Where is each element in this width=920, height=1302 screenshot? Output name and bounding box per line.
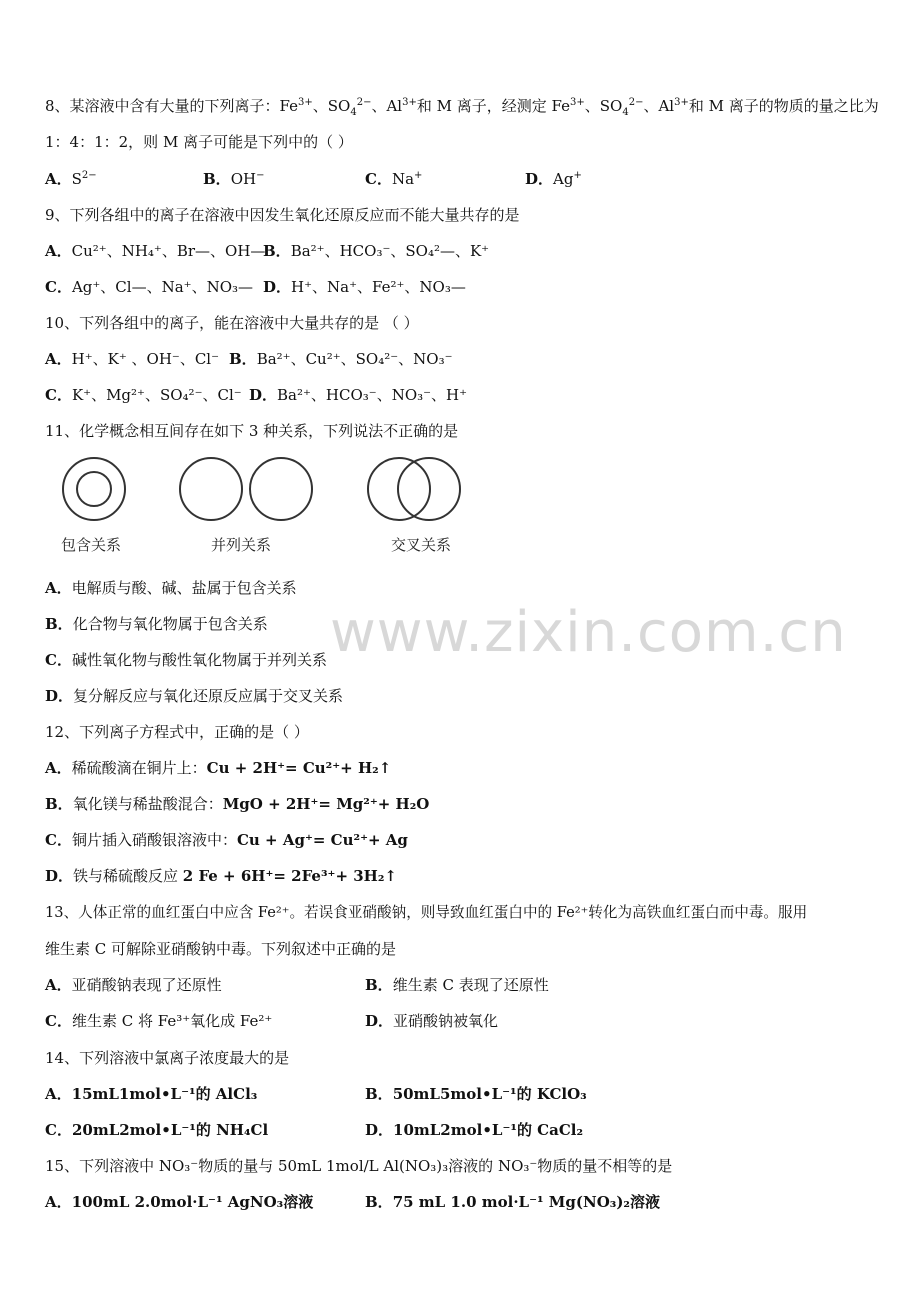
- q11-option-d[interactable]: D．复分解反应与氧化还原反应属于交叉关系: [45, 687, 344, 705]
- q12-option-a[interactable]: A．稀硫酸滴在铜片上：Cu + 2H⁺= Cu²⁺+ H₂↑: [45, 759, 392, 777]
- caption-parallel: 并列关系: [211, 536, 272, 554]
- q13-option-d[interactable]: D．亚硝酸钠被氧化: [365, 1012, 499, 1030]
- q14-option-c[interactable]: C．20mL2mol•L⁻¹的 NH₄Cl: [45, 1121, 269, 1139]
- q10-option-c[interactable]: C．K⁺、Mg²⁺、SO₄²⁻、Cl⁻: [45, 386, 242, 404]
- q8-option-a[interactable]: A．$S^{2-}$: [45, 170, 97, 188]
- q15-stem: 15、下列溶液中 NO₃⁻物质的量与 50mL 1mol/L Al(NO₃)₃溶液的 NO₃⁻物质的量不相等的是: [45, 1157, 673, 1175]
- q8-option-b[interactable]: B．OH−: [203, 170, 265, 188]
- q13-option-a[interactable]: A．亚硝酸钠表现了还原性: [45, 976, 222, 994]
- q8-option-d[interactable]: D．Ag+: [525, 170, 582, 188]
- inclusion-circles: [63, 458, 125, 520]
- q9-option-b[interactable]: B．Ba²⁺、HCO₃⁻、SO₄²—、K⁺: [263, 242, 490, 260]
- q12-option-d[interactable]: D．铁与稀硫酸反应 2 Fe + 6H⁺= 2Fe³⁺+ 3H₂↑: [45, 867, 397, 885]
- intersection-circles: [368, 458, 460, 520]
- q14-option-d[interactable]: D．10mL2mol•L⁻¹的 CaCl₂: [365, 1121, 584, 1139]
- q11-option-b[interactable]: B．化合物与氧化物属于包含关系: [45, 615, 268, 633]
- parallel-circles: [180, 458, 312, 520]
- q8-option-c[interactable]: C．Na+: [365, 170, 423, 188]
- q9-stem: 9、下列各组中的离子在溶液中因发生氧化还原反应而不能大量共存的是: [45, 206, 520, 224]
- caption-inclusion: 包含关系: [61, 536, 122, 554]
- q14-stem: 14、下列溶液中氯离子浓度最大的是: [45, 1049, 290, 1067]
- q8-stem-line2: 1：4：1：2，则 M 离子可能是下列中的（ ）: [45, 133, 353, 151]
- q13-stem-line2: 维生素 C 可解除亚硝酸钠中毒。下列叙述中正确的是: [45, 940, 397, 958]
- q10-option-d[interactable]: D．Ba²⁺、HCO₃⁻、NO₃⁻、H⁺: [249, 386, 468, 404]
- q13-stem-line1: 13、人体正常的血红蛋白中应含 Fe²⁺。若误食亚硝酸钠，则导致血红蛋白中的 Fe²⁺转化为高铁血红蛋白而中毒。服用: [45, 904, 808, 921]
- relationship-circles: [45, 450, 505, 530]
- q13-option-c[interactable]: C．维生素 C 将 Fe³⁺氧化成 Fe²⁺: [45, 1012, 273, 1030]
- q10-option-b[interactable]: B．Ba²⁺、Cu²⁺、SO₄²⁻、NO₃⁻: [229, 350, 453, 368]
- q11-stem: 11、化学概念相互间存在如下 3 种关系，下列说法不正确的是: [45, 422, 459, 440]
- caption-intersection: 交叉关系: [391, 536, 452, 554]
- q12-stem: 12、下列离子方程式中，正确的是（ ）: [45, 723, 309, 741]
- q12-option-b[interactable]: B．氧化镁与稀盐酸混合：MgO + 2H⁺= Mg²⁺+ H₂O: [45, 795, 430, 813]
- q11-option-c[interactable]: C．碱性氧化物与酸性氧化物属于并列关系: [45, 651, 327, 669]
- q9-option-a[interactable]: A．Cu²⁺、NH₄⁺、Br—、OH—: [45, 242, 266, 260]
- q9-option-d[interactable]: D．H⁺、Na⁺、Fe²⁺、NO₃—: [263, 278, 466, 296]
- relationship-diagram: [45, 450, 505, 560]
- q10-option-a[interactable]: A．H⁺、K⁺ 、OH⁻、Cl⁻: [45, 350, 220, 368]
- q14-option-b[interactable]: B．50mL5mol•L⁻¹的 KClO₃: [365, 1085, 587, 1103]
- watermark: www.zixin.com.cn: [330, 600, 847, 665]
- q10-stem: 10、下列各组中的离子，能在溶液中大量共存的是 （ ）: [45, 314, 419, 332]
- q15-option-b[interactable]: B．75 mL 1.0 mol·L⁻¹ Mg(NO₃)₂溶液: [365, 1193, 660, 1211]
- q13-option-b[interactable]: B．维生素 C 表现了还原性: [365, 976, 549, 994]
- q8-stem-line1: 8、某溶液中含有大量的下列离子：$Fe^{3+}$、$SO_4^{2-}$、$Al^{3+}$和 M 离子，经测定 $Fe^{3+}$、$SO_4^{2-}$、$Al^{3+}$和 M 离子的物质的量之比为: [45, 97, 879, 118]
- q11-option-a[interactable]: A．电解质与酸、碱、盐属于包含关系: [45, 579, 297, 597]
- q9-option-c[interactable]: C．Ag⁺、Cl—、Na⁺、NO₃—: [45, 278, 254, 296]
- q12-option-c[interactable]: C．铜片插入硝酸银溶液中：Cu + Ag⁺= Cu²⁺+ Ag: [45, 831, 408, 849]
- q14-option-a[interactable]: A．15mL1mol•L⁻¹的 AlCl₃: [45, 1085, 258, 1103]
- q15-option-a[interactable]: A．100mL 2.0mol·L⁻¹ AgNO₃溶液: [45, 1193, 314, 1211]
